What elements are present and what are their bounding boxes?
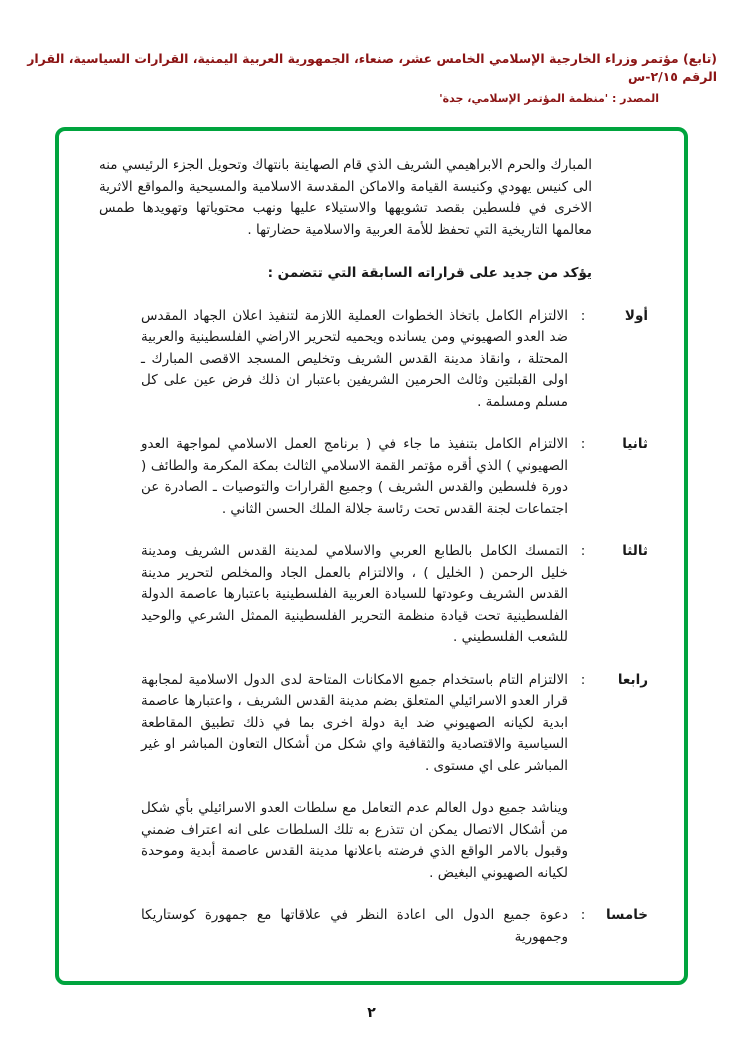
resolution-item-5 — [99, 905, 648, 948]
item-text: الالتزام الكامل بتنفيذ ما جاء في ( برنامج العمل الاسلامي لمواجهة العدو الصهيوني ) الذي أقره مؤتمر القمة الاسلامي الثالث بمكة المكرمة والطائف ( دورة فلسطين والقدس الشريف ) وجميع القرارات والتوصيات ـ الصادرة عن اجتماعات لجنة القدس تحت رئاسة جلالة الملك الحسن الثاني . — [141, 436, 568, 517]
item-label: أولا — [624, 307, 648, 324]
page-number: ٢ — [367, 1005, 376, 1021]
item-label: ثانيا — [622, 436, 648, 452]
resolution-item-1 — [99, 306, 648, 414]
item-label: رابعا — [617, 671, 648, 688]
item-text: دعوة جميع الدول الى اعادة النظر في علاقاتها مع جمهورة كوستاريكا وجمهورية — [141, 907, 568, 945]
item-text: الالتزام الكامل باتخاذ الخطوات العملية اللازمة لتنفيذ اعلان الجهاد المقدس ضد العدو الصهيوني ومن يسانده ويحميه لتحرير الاراضي الفلسطينية والعربية المحتلة ، وانقاذ مدينة القدس الشريف وتخليص المسجد الاقصى المبارك ـ اولى القبلتين وثالث الحرمين الشريفين باعتبار ان ذلك فرض عين على كل مسلم ومسلمة . — [141, 307, 568, 410]
header-title: (تابع) مؤتمر وزراء الخارجية الإسلامي الخامس عشر، صنعاء، الجمهورية العربية اليمنية، القرارات السياسية، القرار الرقم ٢/١٥-س — [27, 51, 717, 84]
item-text: التمسك الكامل بالطابع العربي والاسلامي لمدينة القدس الشريف ومدينة خليل الرحمن ( الخليل ) ، والالتزام بالعمل الجاد والمخلص لتحرير مدينة القدس الشريف وعودتها للسيادة العربية الفلسطينية باعتبارها عاصمة الدولة الفلسطينية تحت قيادة منظمة التحرير الفلسطينية الممثل الشرعي والوحيد للشعب الفلسطيني . — [141, 543, 568, 645]
resolution-item-3 — [99, 541, 648, 649]
item-separator: : — [580, 436, 586, 452]
content-frame — [55, 127, 688, 985]
resolution-item-4 — [99, 670, 648, 778]
item-4-continuation: ويناشد جميع دول العالم عدم التعامل مع سلطات العدو الاسرائيلي بأي شكل من أشكال الاتصال يمكن ان تتذرع به تلك السلطات على انه اعتراف ضمني وقبول بالامر الواقع الذي فرضته باعلانها مدينة القدس عاصمة أبدية وموحدة لكيانه الصهيوني البغيض . — [141, 800, 568, 881]
item-separator: : — [580, 671, 586, 688]
header-source: المصدر : 'منظمة المؤتمر الإسلامي، جدة' — [439, 92, 659, 105]
item-label: ثالثا — [622, 543, 648, 559]
item-text: الالتزام التام باستخدام جميع الامكانات المتاحة لدى الدول الاسلامية لمجابهة قرار العدو الاسرائيلي المتعلق بضم مدينة القدس الشريف ، واعتبارها عاصمة ابدية لكيانه الصهيوني ضد اية دولة اخرى بما في ذلك تطبيق المقاطعة السياسية والاقتصادية والثقافية واي شكل من أشكال التعاون المباشر او غير المباشر على اي مستوى . — [141, 671, 568, 774]
document-header — [0, 0, 743, 105]
item-separator: : — [580, 907, 586, 923]
item-label: خامسا — [606, 907, 648, 923]
item-separator: : — [580, 543, 586, 559]
affirmation-line: يؤكد من جديد على قراراته السابقة التي تتضمن : — [267, 265, 592, 281]
resolution-item-2 — [99, 434, 648, 520]
intro-paragraph: المبارك والحرم الابراهيمي الشريف الذي قام الصهاينة بانتهاك وتحويل الجزء الرئيسي منه الى كنيس يهودي وكنيسة القيامة والاماكن المقدسة الاسلامية والمسيحية والمواقع الاثرية الاخرى في فلسطين بقصد تشويهها والاستيلاء عليها ونهب محتوياتها وتهويدها طمس معالمها التاريخية التي تحفظ للأمة العربية والاسلامية حضارتها . — [99, 157, 592, 238]
item-separator: : — [580, 307, 586, 324]
